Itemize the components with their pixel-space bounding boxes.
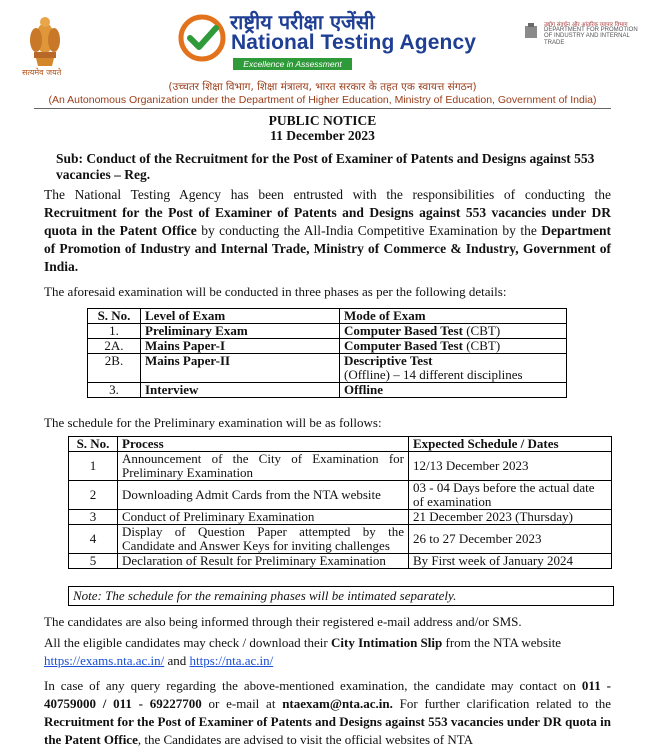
dpiit-emblem-icon <box>522 22 540 40</box>
cell-date: By First week of January 2024 <box>409 554 612 569</box>
intro-recruitment-title: Recruitment for the Post of Examiner of Patents and Designs against 553 vacancies under DR quota in the Patent Office <box>44 205 611 238</box>
info-paragraph: The candidates are also being informed through their registered e-mail address and/or SMS. <box>44 614 522 629</box>
table-header: Expected Schedule / Dates <box>409 437 612 452</box>
download-text-3: and <box>164 653 190 668</box>
cell-level: Mains Paper-I <box>141 339 340 354</box>
contact-text-2: or e-mail at <box>201 696 283 711</box>
dpiit-english-name: DEPARTMENT FOR PROMOTION OF INDUSTRY AND INTERNAL TRADE <box>544 27 638 46</box>
cell-sno: 1. <box>88 324 141 339</box>
schedule-intro: The schedule for the Preliminary examination will be as follows: <box>44 415 382 430</box>
cell-level: Preliminary Exam <box>141 324 340 339</box>
nta-logo-icon <box>178 14 226 62</box>
notice-title: PUBLIC NOTICE <box>268 113 377 128</box>
mode-text: (Offline) – 14 different disciplines <box>344 367 523 382</box>
phase-table <box>87 308 567 398</box>
table-row <box>69 554 612 569</box>
cell-date: 21 December 2023 (Thursday) <box>409 510 612 525</box>
phases-intro: The aforesaid examination will be conducted in three phases as per the following details: <box>44 284 507 299</box>
city-intimation-slip: City Intimation Slip <box>331 635 443 650</box>
cell-level: Interview <box>141 383 340 398</box>
cell-process: Display of Question Paper attempted by the Candidate and Answer Keys for inviting challenges <box>118 525 409 554</box>
cell-sno: 2B. <box>88 354 141 383</box>
cell-process: Conduct of Preliminary Examination <box>118 510 409 525</box>
cell-sno: 4 <box>69 525 118 554</box>
cell-process: Announcement of the City of Examination for Preliminary Examination <box>118 452 409 481</box>
cell-level: Mains Paper-II <box>141 354 340 383</box>
table-row <box>69 525 612 554</box>
mode-text: (CBT) <box>462 323 501 338</box>
cell-process: Downloading Admit Cards from the NTA website <box>118 481 409 510</box>
cell-date: 26 to 27 December 2023 <box>409 525 612 554</box>
download-text-1: All the eligible candidates may check / download their <box>44 635 331 650</box>
cell-sno: 2 <box>69 481 118 510</box>
intro-text-2: by conducting the All-India Competitive Examination by the <box>196 223 542 238</box>
notice-date: 11 December 2023 <box>270 128 375 143</box>
table-header-row <box>69 437 612 452</box>
schedule-table <box>68 436 612 569</box>
table-header: S. No. <box>69 437 118 452</box>
cell-sno: 5 <box>69 554 118 569</box>
table-row <box>69 452 612 481</box>
intro-paragraph <box>44 186 611 276</box>
cell-mode <box>340 339 567 354</box>
mode-bold: Computer Based Test <box>344 323 463 338</box>
mode-text: (CBT) <box>462 338 501 353</box>
org-english-line: (An Autonomous Organization under the Department of Higher Education, Ministry of Education, Government of India) <box>48 94 597 106</box>
table-row <box>69 481 612 510</box>
cell-date: 12/13 December 2023 <box>409 452 612 481</box>
table-row <box>88 339 567 354</box>
mode-bold: Computer Based Test <box>344 338 463 353</box>
intro-text-1: The National Testing Agency has been entrusted with the responsibilities of conducting the <box>44 187 611 202</box>
contact-recruitment-title: Recruitment for the Post of Examiner of Patents and Designs against 553 vacancies under DR quota in the Patent Office <box>44 714 611 747</box>
cell-mode <box>340 324 567 339</box>
cell-sno: 3. <box>88 383 141 398</box>
contact-text-3: For further clarification related to the <box>392 696 611 711</box>
table-row <box>88 383 567 398</box>
mode-bold: Descriptive Test <box>344 353 433 368</box>
exams-nta-link[interactable]: https://exams.nta.ac.in/ <box>44 653 165 668</box>
table-row <box>69 510 612 525</box>
contact-text-1: In case of any query regarding the above-mentioned examination, the candidate may contact on <box>44 678 582 693</box>
emblem-caption: सत्यमेव जयते <box>22 68 62 77</box>
org-hindi-line: (उच्चतर शिक्षा विभाग, शिक्षा मंत्रालय, भारत सरकार के तहत एक स्वायत्त संगठन) <box>168 81 477 93</box>
nta-link[interactable]: https://nta.ac.in/ <box>189 653 274 668</box>
download-text-2: from the NTA website <box>442 635 562 650</box>
contact-text-4: , the Candidates are advised to visit the official websites of NTA <box>137 732 474 747</box>
dpiit-hindi-name: उद्योग संवर्धन और आंतरिक व्यापार विभाग <box>544 22 628 28</box>
contact-phone: 011 - 40759000 / 011 - 69227700 <box>44 678 611 711</box>
notice-subject: Sub: Conduct of the Recruitment for the Post of Examiner of Patents and Designs against 553 vacancies – Reg. <box>56 151 595 182</box>
cell-date: 03 - 04 Days before the actual date of examination <box>409 481 612 510</box>
header-divider <box>34 108 611 109</box>
cell-sno: 2A. <box>88 339 141 354</box>
nta-tagline: Excellence in Assessment <box>233 58 352 70</box>
cell-sno: 1 <box>69 452 118 481</box>
intro-department: Department of Promotion of Industry and Internal Trade, Ministry of Commerce & Industry, Government of India. <box>44 223 611 274</box>
table-header: Level of Exam <box>141 309 340 324</box>
table-header-row <box>88 309 567 324</box>
table-header: Mode of Exam <box>340 309 567 324</box>
mode-bold: Offline <box>344 382 383 397</box>
table-row <box>88 354 567 383</box>
cell-mode <box>340 354 567 383</box>
cell-process: Declaration of Result for Preliminary Examination <box>118 554 409 569</box>
table-header: Process <box>118 437 409 452</box>
contact-paragraph <box>44 677 611 749</box>
nta-hindi-name: राष्ट्रीय परीक्षा एजेंसी <box>230 10 375 34</box>
cell-sno: 3 <box>69 510 118 525</box>
schedule-note: Note: The schedule for the remaining phases will be intimated separately. <box>68 586 614 606</box>
table-header: S. No. <box>88 309 141 324</box>
nta-english-name: National Testing Agency <box>231 31 476 54</box>
table-row <box>88 324 567 339</box>
contact-email: ntaexam@nta.ac.in. <box>282 696 393 711</box>
cell-mode <box>340 383 567 398</box>
download-paragraph <box>44 634 611 670</box>
